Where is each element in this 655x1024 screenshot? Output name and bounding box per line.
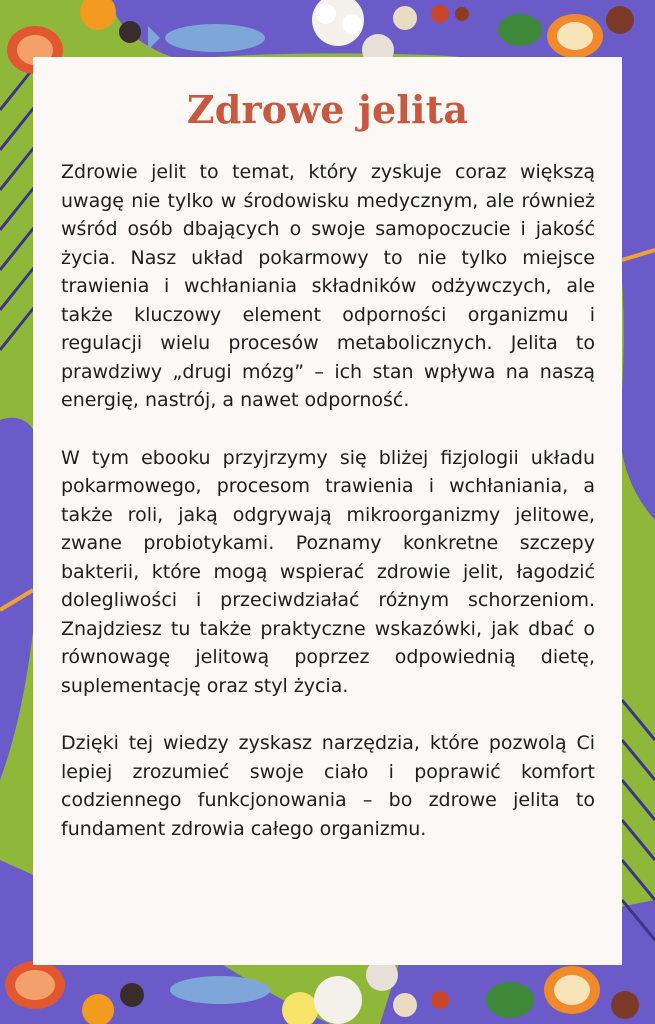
page-title: Zdrowe jelita: [186, 87, 469, 132]
paragraph: Dzięki tej wiedzy zyskasz narzędzia, które pozwolą Ci lepiej zrozumieć swoje ciało i poprawić komfort codziennego funkcjonowania – bo zdrowe jelita to fundament zdrowia całego organizmu.: [61, 732, 595, 840]
content-card: [33, 57, 622, 965]
paragraph: W tym ebooku przyjrzymy się bliżej fizjologii układu pokarmowego, procesom trawienia i wchłaniania, a także roli, jaką odgrywają mikroorganizmy jelitowe, zwane probiotykami. Poznamy konkretne szczepy bakterii, które mogą wspierać zdrowie jelit, łagodzić dolegliwości i przeciwdziałać różnym schorzeniom. Znajdziesz tu także praktyczne wskazówki, jak dbać o równowagę jelitową poprzez odpowiednią dietę, suplementację oraz styl życia.: [61, 446, 595, 697]
paragraph: Zdrowie jelit to temat, który zyskuje coraz większą uwagę nie tylko w środowisku medycznym, ale również wśród osób dbających o swoje samopoczucie i jakość życia. Nasz układ pokarmowy to nie tylko miejsce trawienia i wchłaniania składników odżywczych, ale także kluczowy element odporności organizmu i regulacji wielu procesów metabolicznych. Jelita to prawdziwy „drugi mózg” – ich stan wpływa na naszą energię, nastrój, a nawet odporność.: [61, 161, 595, 411]
body-text: [61, 158, 595, 872]
